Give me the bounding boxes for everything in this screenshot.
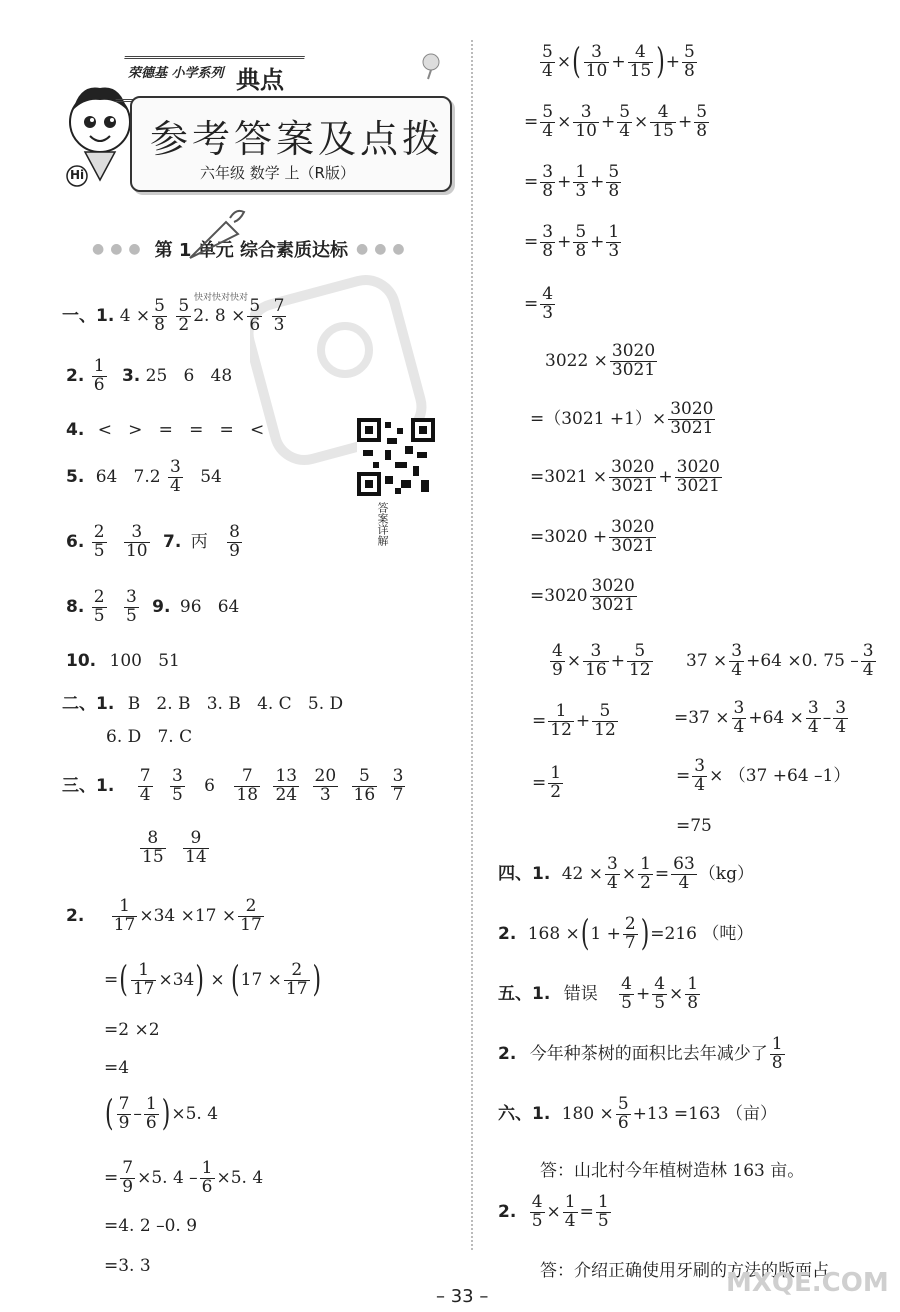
answer-3-2-expr: 2. $\frac{1}{17}$ ×34 ×17 × $\frac{2}{17}$ [66, 896, 262, 935]
calc-step: =( $\frac{1}{17}$ ×34) × (17 × $\frac{2}{17}$ ) [104, 960, 322, 1001]
calc-step: = $\frac{3}{8}$ + $\frac{1}{3}$ + $\frac{5}{8}$ [524, 162, 620, 201]
calc-step: = $\frac{4}{3}$ [524, 284, 554, 323]
answer-1-1: 一、1. 4 × $\frac{5}{8}$ $\frac{5}{2}$ 2. 8 × $\frac{5}{6}$ $\frac{7}{3}$ [62, 296, 285, 335]
answer-4-2: 2. 168 ×(1 + $\frac{2}{7}$ )=216 （吨） [498, 914, 754, 955]
section-title: 第 1 单元 综合素质达标 [154, 240, 348, 261]
calc-step: $\frac{4}{9}$ × $\frac{3}{16}$ + $\frac{5}{12}$ [552, 641, 651, 680]
bottom-watermark: MXQE.COM [726, 1268, 889, 1298]
calc-step: =37 × $\frac{3}{4}$ +64 × $\frac{3}{4}$ – $\frac{3}{4}$ [674, 698, 847, 737]
answer-6-1-text: 答：山北村今年植树造林 163 亩。 [540, 1161, 805, 1181]
answer-5-1: 五、1. 错误 $\frac{4}{5}$ + $\frac{4}{5}$ × $\frac{1}{8}$ [498, 974, 699, 1013]
brand-text: 荣德基 小学系列 [128, 66, 224, 81]
answer-1-6-7: 6. $\frac{2}{5}$ $\frac{3}{10}$ 7. 丙 $\frac{8}{9}$ [66, 522, 240, 561]
calc-step: =2 ×2 [104, 1020, 160, 1040]
calc-step: = $\frac{5}{4}$ × $\frac{3}{10}$ + $\frac{5}{4}$ × $\frac{4}{15}$ + $\frac{5}{8}$ [524, 102, 708, 141]
calc-step: = $\frac{7}{9}$ ×5. 4 – $\frac{1}{6}$ ×5. 4 [104, 1158, 264, 1197]
carrot-icon [182, 206, 252, 266]
answer-6-2: 2. $\frac{4}{5}$ × $\frac{1}{4}$ = $\frac{1}{5}$ [498, 1192, 609, 1231]
dots-icon: ●●● [92, 241, 147, 257]
calc-step: =3020 + $\frac{3020}{3021}$ [530, 517, 655, 556]
calc-step: =3. 3 [104, 1256, 151, 1276]
answer-6-2-text: 答：介绍正确使用牙刷的方法的版面占 [540, 1261, 829, 1281]
calc-step: = $\frac{1}{2}$ [532, 763, 562, 802]
column-divider [471, 40, 473, 1250]
calc-step: =3021 × $\frac{3020}{3021}$ + $\frac{3020}{3021}$ [530, 457, 720, 496]
calc-step: = $\frac{3}{8}$ + $\frac{5}{8}$ + $\frac{1}{3}$ [524, 222, 620, 261]
mascot-badge: Hi [70, 168, 85, 182]
pin-icon [416, 50, 446, 80]
qr-code-icon[interactable] [357, 418, 435, 496]
answer-2-row2: 6. D 7. C [106, 727, 193, 747]
page-number: – 33 – [436, 1286, 489, 1307]
answer-1-4: 4. < > = = = < [66, 420, 265, 440]
answer-3-1: 三、1. $\frac{7}{4}$ $\frac{3}{5}$ 6 $\frac{7}{18}$ $\frac{13}{24}$ $\frac{20}{3}$ $\frac{5}{16}$ $\frac{3}{7}$ [62, 766, 404, 805]
answer-1-5: 5. 64 7.2 $\frac{3}{4}$ 54 [66, 457, 222, 496]
calc-step: ( $\frac{7}{9}$ – $\frac{1}{6}$ )×5. 4 [105, 1094, 219, 1135]
dots-icon: ●●● [355, 241, 411, 257]
page-subtitle: 六年级 数学 上（R版） [200, 164, 355, 182]
page-title: 参考答案及点拨 [150, 117, 445, 161]
answer-1-2-3: 2. $\frac{1}{6}$ 3. 25 6 48 [66, 356, 233, 395]
answer-1-10: 10. 100 51 [66, 651, 180, 671]
answer-3-1-cont: $\frac{8}{15}$ $\frac{9}{14}$ [142, 828, 207, 867]
calc-step: 3022 × $\frac{3020}{3021}$ [545, 341, 656, 380]
calc-step: =4 [104, 1058, 130, 1078]
calc-step: =4. 2 –0. 9 [104, 1216, 198, 1236]
calc-step: = $\frac{3}{4}$ × （37 +64 –1） [676, 756, 851, 795]
calc-step: $\frac{5}{4}$ ×( $\frac{3}{10}$ + $\frac{4}{15}$ )+ $\frac{5}{8}$ [542, 42, 695, 83]
answer-5-2: 2. 今年种茶树的面积比去年减少了 $\frac{1}{8}$ [498, 1034, 783, 1073]
calc-step: = $\frac{1}{12}$ + $\frac{5}{12}$ [532, 701, 616, 740]
watermark-hint: 快对快对快对 [194, 293, 249, 303]
answer-2-row1: 二、1. B 2. B 3. B 4. C 5. D [62, 694, 344, 714]
logo-word: 典点 [236, 66, 284, 94]
answer-4-1: 四、1. 42 × $\frac{3}{4}$ × $\frac{1}{2}$ = $\frac{63}{4}$ （kg） [498, 854, 754, 893]
calc-step: 37 × $\frac{3}{4}$ +64 ×0. 75 – $\frac{3}{4}$ [686, 641, 874, 680]
answer-1-8-9: 8. $\frac{2}{5}$ $\frac{3}{5}$ 9. 96 64 [66, 587, 240, 626]
calc-step: =75 [676, 816, 712, 836]
answer-6-1: 六、1. 180 × $\frac{5}{6}$ +13 =163 （亩） [498, 1094, 778, 1133]
calc-step: =3020 $\frac{3020}{3021}$ [530, 576, 635, 615]
qr-caption: 答案详解 [376, 502, 389, 546]
calc-step: =（3021 +1）× $\frac{3020}{3021}$ [530, 399, 714, 438]
